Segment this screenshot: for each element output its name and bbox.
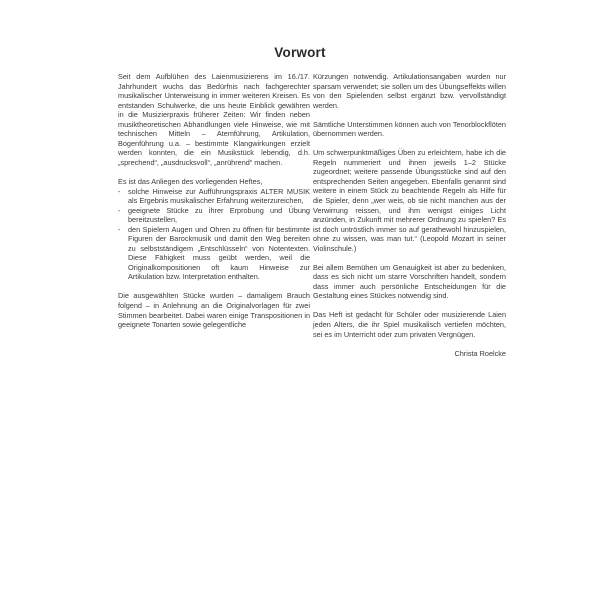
- paragraph: Die ausgewählten Stücke wurden – damaligem Brauch folgend – in Anlehnung an die Originalvorlagen für zwei Stimmen bearbeitet. Dabei waren einige Transpositionen in geeignete Tonarten sowie gelegentliche: [118, 291, 310, 330]
- list-item: - den Spielern Augen und Ohren zu öffnen für bestimmte Figuren der Barockmusik und damit den Weg bereiten zu selbstständigem „Entschlüsseln“ von Notentexten. Diese Fähigkeit muss geübt werden, weil die Originalkompositionen oft kaum Hinweise zur Artikulation bzw. Interpretation enthalten.: [118, 225, 310, 282]
- page-title: Vorwort: [274, 45, 326, 60]
- paragraph: Kürzungen notwendig. Artikulationsangaben wurden nur sparsam verwendet; sie sollen um des Übungseffekts willen von den Spielenden selbst ergänzt bzw. vervollständigt werden.: [313, 72, 506, 110]
- paragraph: Das Heft ist gedacht für Schüler oder musizierende Laien jeden Alters, die ihr Spiel musikalisch vertiefen möchten, sei es im Unterricht oder zum privaten Vergnügen.: [313, 310, 506, 339]
- paragraph-intro: Es ist das Anliegen des vorliegenden Heftes,: [118, 176, 263, 186]
- left-column: [118, 72, 310, 339]
- purpose-list: [118, 187, 310, 282]
- paragraph: Seit dem Aufblühen des Laienmusizierens im 16./17. Jahrhundert wuchs das Bedürfnis nach fachgerechter musikalischer Unterweisung in immer weiteren Kreisen. Es entstanden Schulwerke, die uns heute Einblick gewähren in die Musizierpraxis früherer Zeiten: Wir finden neben musiktheoretischen Abhandlungen viele Hinweise, wie mit technischen Mitteln – Atemführung, Artikulation, Bogenführung u.a. – bestimmte Klangwirkungen erzielt werden konnten, die ein Musikstück lebendig, d.h. „sprechend“, „ausdrucksvoll“, „anrührend“ machen.: [118, 72, 310, 167]
- paragraph: Bei allem Bemühen um Genauigkeit ist aber zu bedenken, dass es sich nicht um starre Vorschriften handelt, sondern dass immer auch persönliche Entscheidungen für die Gestaltung eines Stückes notwendig sind.: [313, 262, 506, 301]
- paragraph: Sämtliche Unterstimmen können auch von Tenorblockflöten übernommen werden.: [313, 119, 506, 139]
- author-signature: Christa Roelcke: [454, 348, 506, 358]
- list-item: - geeignete Stücke zu ihrer Erprobung und Übung bereitzustellen,: [118, 206, 310, 225]
- right-column: [313, 72, 506, 358]
- list-item: - solche Hinweise zur Aufführungspraxis ALTER MUSIK als Ergebnis musikalischer Erfahrung weiterzureichen,: [118, 187, 310, 206]
- paragraph: Um schwerpunktmäßiges Üben zu erleichtern, habe ich die Regeln nummeriert und ihnen jeweils 1–2 Stücke zugeordnet; weitere passende Übungsstücke sind auf den entsprechenden Seiten angegeben. Ebenfalls genannt sind weitere in einem Stück zu beachtende Regeln als Hilfe für die Spieler, denn „wer weis, ob sie nicht manchen aus der Verwirrung reissen, und ihm wenigst einiges Licht anzünden, in Zukunft mit mehrerer Ordnung zu spielen? Es ist doch untröstlich immer so auf gerathewohl hinzuspielen, ohne zu wissen, was man tut.“ (Leopold Mozart in seiner Violinschule.): [313, 148, 506, 253]
